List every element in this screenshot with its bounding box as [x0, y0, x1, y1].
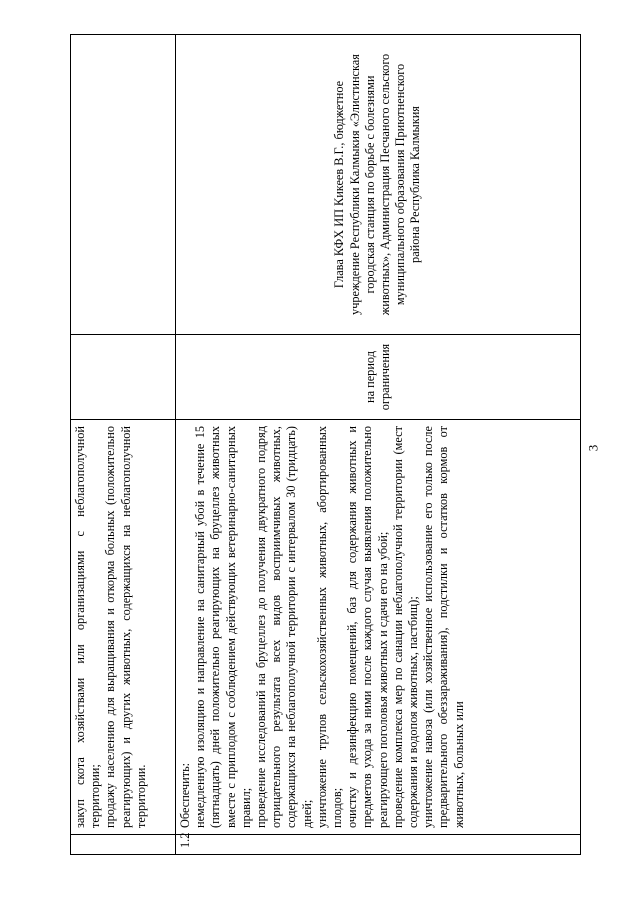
measure-line: проведение исследований на бруцеллез до получения двукратного подряд отрицательного результата всех видов восприимчивых животных, содержащихся на неблагополучной территории с интервалом 30 (тридцать) дней;	[254, 426, 314, 828]
measure-line: немедленную изоляцию и направление на санитарный убой в течение 15 (пятнадцать) дней положительно реагирующих на бруцеллез животных вместе с приплодом с соблюдением действующих ветеринарно-санитарных правил;	[193, 426, 253, 828]
measure-line: закуп скота хозяйствами или организациями с неблагополучной территории;	[73, 426, 103, 828]
rotated-page	[70, 35, 570, 855]
measure-line: продажу населению для выращивания и откорма больных (положительно реагирующих) и других животных, содержащихся на неблагополучной территории.	[103, 426, 148, 828]
measure-heading: Обеспечить:	[178, 762, 192, 828]
measure-line: уничтожение трупов сельскохозяйственных животных, абортированных плодов;	[314, 426, 345, 828]
row-number-cell: 1.2	[176, 835, 581, 855]
row-number-cell	[71, 835, 176, 855]
term-cell: на период ограничения	[176, 335, 581, 420]
responsible-text: Глава КФХ ИП Кикеев В.Г., бюджетное учреждение Республики Калмыкия «Элистинская городская станция по борьбе с болезнями животных», Администрация Песчаного сельского муниципального образования Приютненского района Республика Калмыкия	[332, 53, 423, 316]
measure-line: уничтожение навоза (или хозяйственное использование его только после предварительного обеззараживания), подстилки и остатков кормов от животных, больных или	[421, 426, 466, 828]
page-number: 3	[585, 444, 601, 452]
responsible-cell	[71, 35, 176, 335]
term-cell	[71, 335, 176, 420]
measure-line: очистку и дезинфекцию помещений, баз для содержания животных и предметов ухода за ними после каждого случая выявления положительно реагирующего поголовья животных и сдачи его на убой;	[345, 426, 390, 828]
measures-cell	[176, 420, 581, 835]
responsible-cell	[176, 35, 581, 335]
table-row	[176, 35, 581, 855]
measures-cell	[71, 420, 176, 835]
measure-line: проведение комплекса мер по санации неблагополучной территории (мест содержания и водопоя животных, пастбищ);	[390, 426, 421, 828]
measures-table	[70, 34, 581, 855]
table-row	[71, 35, 176, 855]
